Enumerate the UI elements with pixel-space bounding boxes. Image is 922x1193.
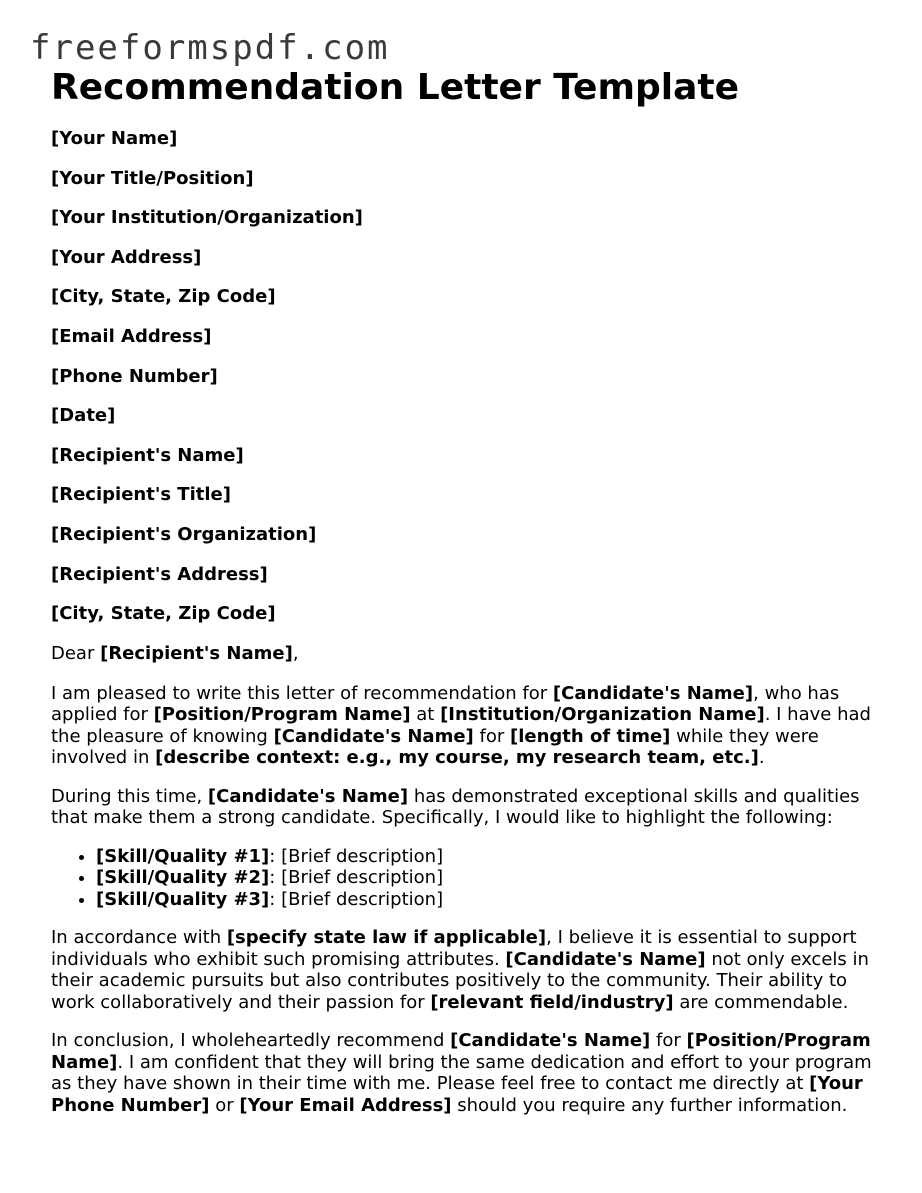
- sender-title: [Your Title/Position]: [51, 167, 254, 189]
- sender-city-state-zip: [City, State, Zip Code]: [51, 286, 276, 308]
- address-block: [51, 128, 881, 643]
- watermark: freeformspdf.com: [30, 28, 390, 68]
- recipient-address: [Recipient's Address]: [51, 563, 268, 585]
- sender-name: [Your Name]: [51, 128, 178, 149]
- recipient-city-state-zip: [City, State, Zip Code]: [51, 603, 276, 625]
- recipient-name: [Recipient's Name]: [51, 444, 244, 466]
- list-item: • [Skill/Quality #2]: [Brief description]: [96, 867, 881, 889]
- greeting-recipient-name: [Recipient's Name]: [100, 642, 293, 664]
- paragraph-qualities: During this time, [Candidate's Name] has demonstrated exceptional skills and qualities that make them a strong candidate. Specifically, I would like to highlight the following:: [51, 785, 860, 829]
- paragraph-conclusion: In conclusion, I wholeheartedly recommend [Candidate's Name] for [Position/Program Name]. I am confident that they will bring the same dedication and effort to your program as they have shown in their time with me. Please feel free to contact me directly at [Your Phone Number] or [Your Email Address] should you require any further information.: [51, 1030, 872, 1116]
- skills-list: [51, 846, 881, 911]
- paragraph-introduction: I am pleased to write this letter of recommendation for [Candidate's Name], who has applied for [Position/Program Name] at [Institution/Organization Name]. I have had the pleasure of knowing [Candidate's Name] for [length of time] while they were involved in [describe context: e.g., my course, my research team, etc.].: [51, 682, 871, 769]
- sender-email: [Email Address]: [51, 325, 212, 347]
- list-item: • [Skill/Quality #3]: [Brief description]: [96, 889, 881, 911]
- letter-date: [Date]: [51, 405, 116, 427]
- letter-page: [51, 66, 881, 1116]
- sender-organization: [Your Institution/Organization]: [51, 207, 363, 229]
- greeting: Dear [Recipient's Name],: [51, 642, 299, 664]
- list-item: • [Skill/Quality #1]: [Brief description]: [96, 846, 881, 868]
- paragraph-state-law: In accordance with [specify state law if applicable], I believe it is essential to support individuals who exhibit such promising attributes. [Candidate's Name] not only excels in their academic pursuits but also contributes positively to the community. Their ability to work collaboratively and their passion for [relevant field/industry] are commendable.: [51, 927, 869, 1013]
- recipient-organization: [Recipient's Organization]: [51, 523, 317, 545]
- page-title: Recommendation Letter Template: [51, 67, 739, 108]
- recipient-title: [Recipient's Title]: [51, 484, 231, 506]
- sender-address: [Your Address]: [51, 246, 202, 268]
- sender-phone: [Phone Number]: [51, 365, 218, 387]
